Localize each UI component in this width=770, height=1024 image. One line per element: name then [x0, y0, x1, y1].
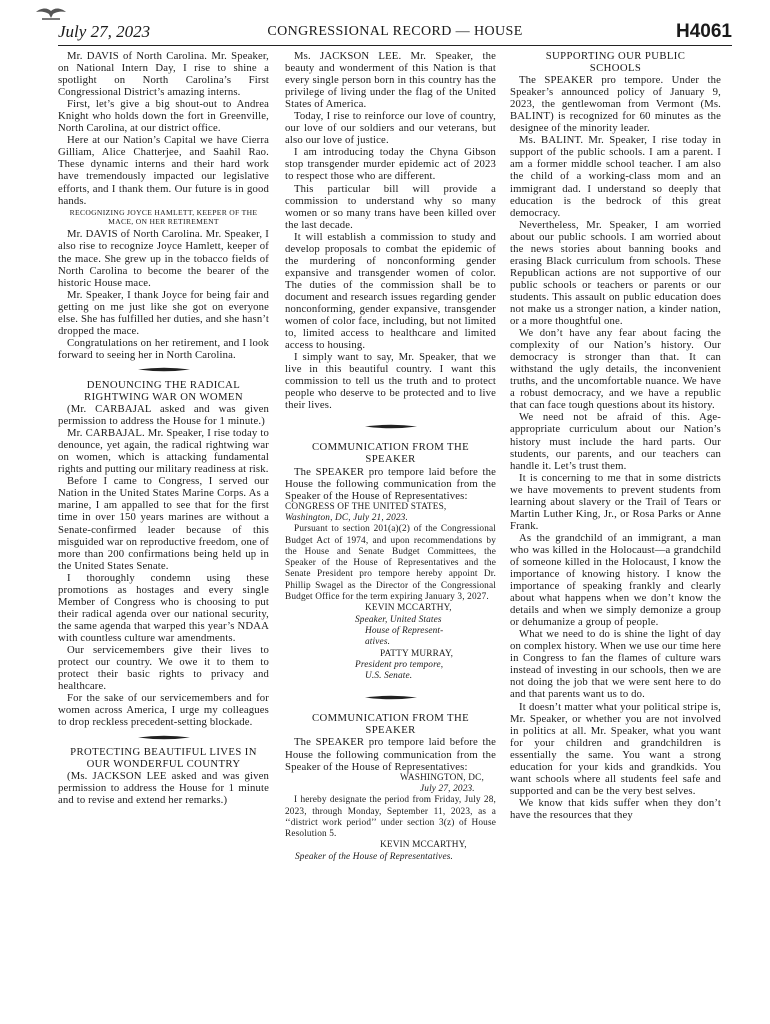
signature-name: KEVIN MCCARTHY, [380, 840, 467, 851]
paragraph: What we need to do is shine the light of day on complex history. When we use our time here in Congress to fan the flames of culture wars instead of investing in our schools, then we are not doing the job that we were sent here to do and that parents want us to do. [510, 628, 721, 701]
paragraph: Mr. CARBAJAL. Mr. Speaker, I rise today to denounce, yet again, the radical rightwing war on women, which is attacking fundamental rights and putting our military readiness at risk. [58, 427, 269, 476]
paragraph: Congratulations on her retirement, and I look forward to seeing her in North Carolina. [58, 336, 269, 361]
paragraph: It is concerning to me that in some districts we have movements to prevent students from learning about slavery or the Trail of Tears or Martin Luther King, Jr., or Rosa Parks or Anne Frank. [510, 471, 721, 532]
paragraph: Today, I rise to reinforce our love of country, our love of our soldiers and our veterans, but also our love of justice. [285, 110, 496, 147]
paragraph: The SPEAKER pro tempore. Under the Speaker’s announced policy of January 9, 2023, the gentlewoman from Vermont (Ms. BALINT) is recognized for 60 minutes as the designee of the minority leader. [510, 74, 721, 135]
paragraph: We need not be afraid of this. Age-appropriate curriculum about our Nation’s history must include the hard parts. Our students, our parents, and our teachers can handle it. Let’s trust them. [510, 411, 721, 472]
header-title: CONGRESSIONAL RECORD — HOUSE [267, 24, 523, 39]
paragraph: This particular bill will provide a commission to understand why so many women or so many trans have been killed over the last decade. [285, 182, 496, 231]
page-header [58, 22, 732, 44]
paragraph: As the grandchild of an immigrant, a man who was killed in the Holocaust—a grandchild of someone killed in the Holocaust, I know the importance of knowing history. I know the importance of speaking frankly and clearly about what happens when we don’t know the details and when we simply demonize a group or dehumanize a group of people. [510, 531, 721, 629]
paragraph: First, let’s give a big shout-out to Andrea Knight who holds down the fort in Greenville, North Carolina, at our district office. [58, 98, 269, 135]
letter-place: WASHINGTON, DC, [400, 772, 484, 783]
paragraph: I simply want to say, Mr. Speaker, that we live in this beautiful country. I want this commission to tell us the truth and to protect people who deserve to be protected and to live their lives. [285, 351, 496, 412]
signature-title: Speaker, United States [355, 614, 442, 625]
signature-title: U.S. Senate. [365, 671, 413, 682]
section-heading: COMMUNICATION FROM THE SPEAKER [311, 441, 470, 466]
section-divider [58, 728, 269, 746]
signature-name: KEVIN MCCARTHY, [365, 603, 452, 614]
paragraph: Here at our Nation’s Capital we have Cierra Gilliam, Alice Chatterjee, and Saahil Rao. These dynamic interns and their hard work have tremendously impacted our legislative efforts, and I thank them. Our future is in good hands. [58, 134, 269, 207]
header-page-number: H4061 [676, 21, 732, 42]
letter-dateline: Washington, DC, July 21, 2023. [285, 512, 408, 523]
header-rule [58, 45, 732, 46]
paragraph: Our servicemembers give their lives to protect our country. We owe it to them to protect their basic rights to privacy and healthcare. [58, 643, 269, 693]
paragraph: We don’t have any fear about facing the complexity of our Nation’s history. Our democracy is stronger than that. It can withstand the ugly details, the inconvenient truths, and the uncomfortable nuance. We have a robust democracy, and we have a republic that can face tough questions about its history. [510, 327, 721, 412]
gpo-eagle-logo [34, 6, 68, 22]
letter-block [285, 773, 496, 863]
paragraph: Mr. DAVIS of North Carolina. Mr. Speaker, on National Intern Day, I rise to shine a spotlight on North Carolina’s First Congressional District’s amazing interns. [58, 50, 269, 99]
section-heading: SUPPORTING OUR PUBLIC SCHOOLS [545, 50, 686, 75]
column-3 [510, 50, 721, 821]
paragraph: The SPEAKER pro tempore laid before the House the following communication from the Speaker of the House of Representatives: [285, 736, 496, 773]
section-divider [285, 682, 496, 712]
section-subheading: RECOGNIZING JOYCE HAMLETT, KEEPER OF THE MACE, ON HER RETIREMENT [69, 207, 258, 227]
section-heading: DENOUNCING THE RADICAL RIGHTWING WAR ON WOMEN [84, 378, 243, 403]
paragraph: Mr. Speaker, I thank Joyce for being fair and getting on me just like she got on everyone else. She has fulfilled her duties, and she hasn’t dropped the mace. [58, 288, 269, 337]
signature-name: PATTY MURRAY, [380, 648, 454, 659]
paragraph: It doesn’t matter what your political stripe is, Mr. Speaker, or whether you are not involved in politics at all. Mr. Speaker, what you want for your children and grandchildren is essentially the same. You want a strong education for your kids and grandkids. You want schools where all students feel safe and supported and can be the very best selves. [510, 700, 721, 797]
section-divider [285, 411, 496, 441]
signature-title: President pro tempore, [355, 659, 444, 670]
header-date: July 27, 2023 [58, 22, 151, 41]
letter-date: July 27, 2023. [420, 783, 475, 794]
column-2 [285, 50, 496, 863]
paragraph: (Mr. CARBAJAL asked and was given permission to address the House for 1 minute.) [58, 403, 269, 428]
paragraph: I am introducing today the Chyna Gibson stop transgender murder epidemic act of 2023 to respect those who are different. [285, 146, 496, 183]
section-heading: COMMUNICATION FROM THE SPEAKER [311, 712, 470, 737]
paragraph: Ms. BALINT. Mr. Speaker, I rise today in support of the public schools. I am a parent. I am a former middle school teacher. I am also the child of a working-class mom and an immigrant dad. I understand so deeply that education is the bedrock of this great democracy. [510, 134, 721, 219]
section-heading: PROTECTING BEAUTIFUL LIVES IN OUR WONDERFUL COUNTRY [70, 746, 257, 771]
paragraph: For the sake of our servicemembers and for women across America, I urge my colleagues to drop reckless precedent-setting blockade. [58, 692, 269, 729]
paragraph: The SPEAKER pro tempore laid before the House the following communication from the Speaker of the House of Representatives: [285, 465, 496, 502]
letter-body: I hereby designate the period from Friday, July 28, 2023, through Monday, September 11, 2023, as a ‘‘district work period’’ under section 3(z) of House Resolution 5. [285, 795, 496, 840]
paragraph: Mr. DAVIS of North Carolina. Mr. Speaker, I also rise to recognize Joyce Hamlett, keeper of the mace. She grew up in the tobacco fields of North Carolina to become the bearer of the historic House mace. [58, 228, 269, 289]
letter-body: Pursuant to section 201(a)(2) of the Congressional Budget Act of 1974, and upon recommendations by the House and Senate Budget Committees, the Speaker of the House of Representatives and the Senate President pro tempore hereby appoint Dr. Phillip Swagel as the Director of the Congressional Budget Office for the term expiring January 3, 2027. [285, 524, 496, 603]
paragraph: Ms. JACKSON LEE. Mr. Speaker, the beauty and wonderment of this Nation is that every single person born in this country has the privilege of living under the flag of the United States of America. [285, 50, 496, 111]
signature-title: atives. [365, 637, 391, 648]
paragraph: Before I came to Congress, I served our Nation in the United States Marine Corps. As a marine, I am appalled to see that for the first time in over 150 years marines are without a Senate-confirmed leader because of this misguided war on reproductive freedom, one of more than 200 confirmations being held up in the United States Senate. [58, 475, 269, 572]
section-divider [58, 361, 269, 379]
paragraph: I thoroughly condemn using these promotions as hostages and every single Member of Congress who is choosing to put their radical agenda over our national security, the same agenda that warped this year’s NDAA with countless culture war amendments. [58, 571, 269, 644]
paragraph: Nevertheless, Mr. Speaker, I am worried about our public schools. I am worried about the news stories about banning books and erasing Black curriculum from schools. These Republican actions are not supportive of our public schools or teachers or parents or our students. This assault on public education does not make us a stronger nation, a kinder nation, or a more thoughtful one. [510, 218, 721, 328]
column-1 [58, 50, 269, 807]
signature-title: Speaker of the House of Representatives. [295, 851, 453, 862]
paragraph: (Ms. JACKSON LEE asked and was given permission to address the House for 1 minute and to revise and extend her remarks.) [58, 770, 269, 807]
paragraph: It will establish a commission to study and develop proposals to combat the epidemic of the murdering of nonconforming gender expansive and transgender women of color. The duties of the commission shall be to document and research issues regarding gender nonconforming, gender expansive, transgender women of color face, including, but not limited to, limited access to healthcare and limited access to housing. [285, 230, 496, 352]
signature-title: House of Represent- [365, 625, 444, 636]
letter-organization: CONGRESS OF THE UNITED STATES, [285, 501, 447, 512]
letter-block [285, 502, 496, 683]
paragraph: We know that kids suffer when they don’t have the resources that they [510, 796, 721, 821]
